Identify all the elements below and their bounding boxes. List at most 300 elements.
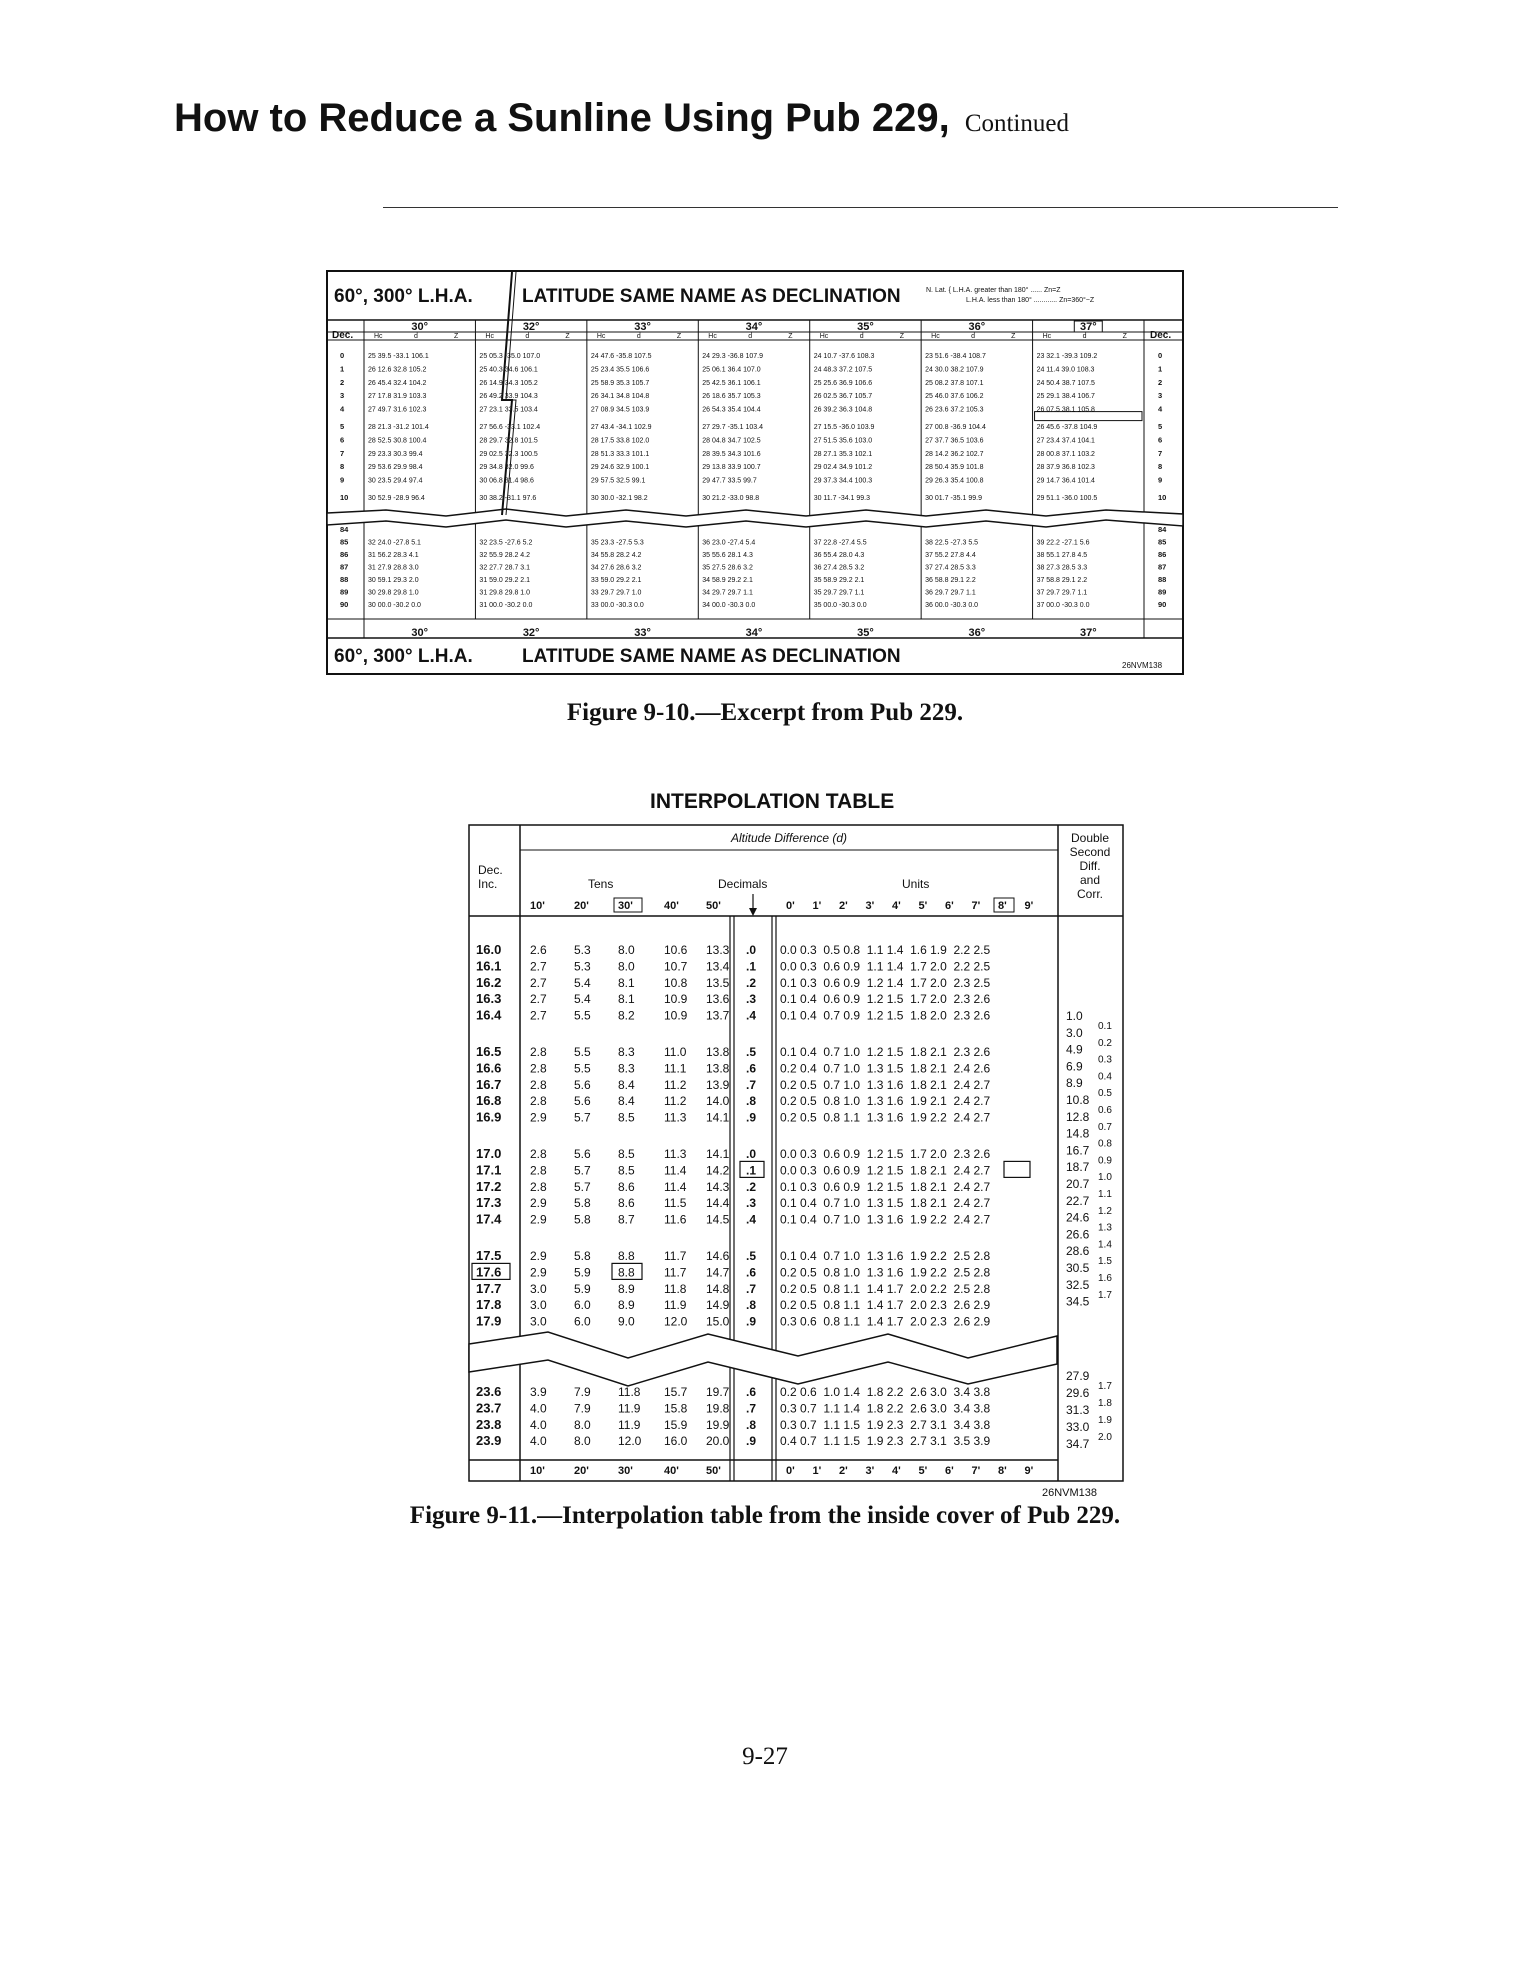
fig10-cell: 26 49.2 33.9 104.3 bbox=[479, 393, 538, 401]
fig11-dsd-corr: 1.4 bbox=[1098, 1239, 1112, 1251]
fig11-tens-value: 2.7 bbox=[530, 975, 547, 990]
fig11-tens-value: 2.9 bbox=[530, 1110, 547, 1125]
fig11-tens-value: 8.0 bbox=[574, 1417, 591, 1432]
fig10-cell: 25 58.9 35.3 105.7 bbox=[590, 379, 650, 387]
page-title-continued: Continued bbox=[964, 110, 1069, 137]
fig10-rule-2: L.H.A. less than 180° ............ Zn=360°−Z bbox=[966, 297, 1095, 304]
fig10-lat-footer: 33° bbox=[634, 627, 651, 639]
fig11-dec-value: 16.3 bbox=[476, 991, 502, 1007]
fig11-tens-value: 14.8 bbox=[706, 1281, 730, 1296]
fig10-cell: 34 58.9 29.2 2.1 bbox=[702, 577, 753, 584]
fig10-cell: 36 29.7 29.7 1.1 bbox=[925, 589, 976, 597]
interpolation-table-title: INTERPOLATION TABLE bbox=[650, 790, 895, 813]
fig11-tens-value: 8.9 bbox=[618, 1298, 635, 1313]
fig10-dec-bottom-right: 88 bbox=[1158, 575, 1167, 584]
fig11-units-col-bottom: 0' bbox=[786, 1465, 795, 1477]
fig10-cell: 35 55.6 28.1 4.3 bbox=[702, 552, 753, 559]
fig10-cell: 29 47.7 33.5 99.7 bbox=[702, 477, 757, 485]
figure-9-11-table bbox=[468, 824, 1124, 1499]
fig10-cell: 36 23.0 -27.4 5.4 bbox=[702, 539, 756, 547]
fig11-tens-value: 5.4 bbox=[574, 975, 591, 990]
fig11-dsd-bottom-corr: 2.0 bbox=[1098, 1432, 1112, 1443]
fig10-dec-top-right: 8 bbox=[1158, 462, 1163, 472]
fig10-cell: 26 02.5 36.7 105.7 bbox=[813, 393, 873, 401]
fig11-decimal-value: .3 bbox=[746, 992, 757, 1007]
fig11-dec-value: 17.8 bbox=[476, 1297, 502, 1313]
fig11-units-col-bottom: 4' bbox=[892, 1465, 901, 1477]
fig10-cell: 25 40.3 34.6 106.1 bbox=[479, 366, 538, 374]
fig10-cell: 26 39.2 36.3 104.8 bbox=[813, 406, 873, 414]
fig10-cell: 38 55.1 27.8 4.5 bbox=[1036, 552, 1088, 559]
fig11-dec-value: 23.8 bbox=[476, 1416, 502, 1432]
fig11-units-value: 0.2 0.5 0.8 1.0 1.3 1.6 1.9 2.2 2.5 2.8 bbox=[780, 1265, 991, 1280]
fig11-tens-value: 14.9 bbox=[706, 1298, 730, 1313]
fig11-tens-value: 3.9 bbox=[530, 1385, 547, 1399]
fig10-cell: 26 45.4 32.4 104.2 bbox=[368, 379, 427, 387]
fig10-cell: 35 00.0 -30.3 0.0 bbox=[813, 602, 867, 609]
fig11-dec-value: 16.6 bbox=[476, 1060, 502, 1076]
fig10-cell: 26 12.6 32.8 105.2 bbox=[368, 366, 427, 374]
fig11-tens-value: 15.7 bbox=[664, 1385, 688, 1399]
fig10-cell: 24 50.4 38.7 107.5 bbox=[1036, 379, 1095, 387]
fig10-dec-bottom-right: 89 bbox=[1158, 587, 1167, 597]
fig10-cell: 27 17.8 31.9 103.3 bbox=[368, 393, 427, 401]
fig11-decimal-value: .0 bbox=[746, 1147, 757, 1161]
fig11-tens-value: 11.9 bbox=[618, 1401, 641, 1416]
fig11-tens-value: 12.0 bbox=[664, 1314, 688, 1329]
fig10-cell: 27 23.1 33.5 103.4 bbox=[479, 406, 538, 414]
fig10-dec-top-right: 7 bbox=[1158, 448, 1163, 458]
fig11-tens-value: 5.8 bbox=[574, 1212, 591, 1227]
fig11-units-value: 0.1 0.4 0.7 1.0 1.2 1.5 1.8 2.1 2.3 2.6 bbox=[780, 1045, 991, 1059]
fig11-tens-value: 13.9 bbox=[706, 1077, 730, 1092]
fig11-decimal-value: .4 bbox=[746, 1212, 757, 1227]
fig11-dec-value: 17.3 bbox=[476, 1195, 502, 1211]
fig11-dec-value: 17.7 bbox=[476, 1280, 502, 1296]
fig10-dec-top-right: 10 bbox=[1158, 493, 1167, 502]
fig10-cell: 37 55.2 27.8 4.4 bbox=[925, 552, 976, 559]
fig11-tens-value: 10.9 bbox=[664, 992, 688, 1007]
fig10-dec-top: 10 bbox=[340, 493, 349, 502]
fig11-tens-value: 2.7 bbox=[530, 992, 547, 1007]
fig11-tens-value: 13.7 bbox=[706, 1008, 730, 1023]
fig11-tens-value: 8.3 bbox=[618, 1045, 635, 1059]
fig10-cell: 27 29.7 -35.1 103.4 bbox=[702, 424, 764, 431]
fig10-cell: 24 47.6 -35.8 107.5 bbox=[590, 353, 652, 360]
fig11-units-value: 0.1 0.3 0.6 0.9 1.2 1.5 1.8 2.1 2.4 2.7 bbox=[780, 1179, 991, 1194]
fig11-tens-value: 11.8 bbox=[618, 1385, 641, 1399]
fig11-tens-value: 11.7 bbox=[664, 1249, 687, 1263]
fig11-tens-col-bottom: 20' bbox=[574, 1465, 589, 1477]
fig11-tens-col: 40' bbox=[664, 900, 679, 912]
fig11-tens-value: 8.1 bbox=[618, 975, 635, 990]
fig11-tens-value: 5.8 bbox=[574, 1196, 591, 1211]
fig11-tens-value: 5.6 bbox=[574, 1147, 591, 1161]
fig11-tens-value: 5.5 bbox=[574, 1045, 591, 1059]
fig10-cell: 28 17.5 33.8 102.0 bbox=[590, 437, 650, 445]
fig10-cell: 28 29.7 32.8 101.5 bbox=[479, 437, 538, 445]
fig11-dsd-corr: 0.7 bbox=[1098, 1121, 1112, 1133]
fig11-units-value: 0.0 0.3 0.6 0.9 1.2 1.5 1.7 2.0 2.3 2.6 bbox=[780, 1147, 991, 1161]
fig11-tens-value: 8.8 bbox=[618, 1265, 635, 1280]
fig11-dsd-corr: 1.7 bbox=[1098, 1289, 1112, 1301]
fig11-units-value: 0.3 0.6 0.8 1.1 1.4 1.7 2.0 2.3 2.6 2.9 bbox=[780, 1314, 991, 1329]
fig11-tens-col-bottom: 10' bbox=[530, 1465, 545, 1477]
fig11-tens-value: 8.0 bbox=[574, 1434, 591, 1449]
fig11-tens-value: 11.6 bbox=[664, 1212, 687, 1227]
fig11-tens-value: 13.4 bbox=[706, 959, 730, 974]
fig11-units-col: 4' bbox=[892, 900, 901, 912]
fig11-decimal-value: .2 bbox=[746, 975, 757, 990]
fig11-tens-value: 19.7 bbox=[706, 1385, 730, 1399]
fig11-units-value: 0.3 0.7 1.1 1.4 1.8 2.2 2.6 3.0 3.4 3.8 bbox=[780, 1401, 991, 1416]
fig10-cell: 25 06.1 36.4 107.0 bbox=[702, 366, 761, 374]
fig11-dec-value: 17.1 bbox=[476, 1162, 502, 1178]
fig11-units-col-bottom: 6' bbox=[945, 1465, 954, 1477]
fig11-dec-value: 23.9 bbox=[476, 1433, 502, 1449]
fig11-tens-value: 3.0 bbox=[530, 1298, 547, 1313]
fig11-dsd-corr: 1.3 bbox=[1098, 1222, 1112, 1234]
fig11-units-value: 0.0 0.3 0.6 0.9 1.2 1.5 1.8 2.1 2.4 2.7 bbox=[780, 1163, 991, 1178]
fig11-dsd-label: and bbox=[1079, 873, 1101, 887]
fig11-tens-value: 5.9 bbox=[574, 1265, 591, 1280]
fig11-tens-value: 8.7 bbox=[618, 1212, 635, 1227]
fig11-dsd-corr: 0.8 bbox=[1098, 1138, 1112, 1150]
fig10-cell: 31 27.9 28.8 3.0 bbox=[368, 564, 419, 572]
fig11-tens-value: 8.5 bbox=[618, 1147, 635, 1161]
fig10-cell: 34 00.0 -30.3 0.0 bbox=[702, 602, 756, 609]
fig11-dec-value: 23.7 bbox=[476, 1400, 502, 1416]
fig11-decimal-value: .6 bbox=[746, 1385, 757, 1399]
fig11-tens-value: 13.8 bbox=[706, 1045, 730, 1059]
fig10-footer-left: 60°, 300° L.H.A. bbox=[334, 646, 473, 667]
fig11-tens-value: 2.7 bbox=[530, 959, 547, 974]
fig10-cell: 34 27.6 28.6 3.2 bbox=[590, 564, 642, 572]
fig11-tens-value: 5.6 bbox=[574, 1077, 591, 1092]
fig10-cell: 28 50.4 35.9 101.8 bbox=[925, 464, 984, 472]
fig11-tens-value: 3.0 bbox=[530, 1314, 547, 1329]
fig10-cell: 27 15.5 -36.0 103.9 bbox=[813, 424, 875, 431]
fig11-tens-value: 8.6 bbox=[618, 1179, 635, 1194]
fig11-dsd-corr: 1.6 bbox=[1098, 1273, 1112, 1284]
fig11-tens-value: 2.9 bbox=[530, 1249, 547, 1263]
fig11-tens-value: 8.5 bbox=[618, 1110, 635, 1125]
fig11-tens-value: 8.0 bbox=[618, 943, 635, 957]
fig11-dsd-value: 4.9 bbox=[1066, 1042, 1083, 1057]
fig11-tens-value: 5.7 bbox=[574, 1179, 591, 1194]
fig11-units-value: 0.1 0.4 0.7 1.0 1.3 1.6 1.9 2.2 2.5 2.8 bbox=[780, 1249, 991, 1263]
fig11-decimal-value: .7 bbox=[746, 1281, 757, 1296]
fig10-dec-bottom: 87 bbox=[340, 562, 349, 572]
fig10-subheader: d bbox=[636, 333, 641, 340]
fig10-lat-header: 35° bbox=[857, 321, 874, 333]
fig11-decimal-value: .9 bbox=[746, 1314, 757, 1329]
fig11-tens-value: 8.2 bbox=[618, 1008, 635, 1023]
fig11-dsd-corr: 0.3 bbox=[1098, 1054, 1112, 1066]
fig10-dec-top-right: 5 bbox=[1158, 422, 1163, 431]
fig11-tens-col-bottom: 50' bbox=[706, 1465, 721, 1477]
fig11-dsd-value: 30.5 bbox=[1066, 1261, 1090, 1275]
fig10-cell: 30 29.8 29.8 1.0 bbox=[368, 589, 419, 597]
fig10-subheader: d bbox=[525, 333, 530, 340]
fig11-decimal-value: .5 bbox=[746, 1045, 757, 1059]
fig10-cell: 39 22.2 -27.1 5.6 bbox=[1036, 539, 1090, 547]
fig10-subheader: d bbox=[859, 333, 864, 340]
fig11-decimal-value: .1 bbox=[746, 959, 757, 974]
fig11-dsd-value: 18.7 bbox=[1066, 1160, 1090, 1175]
fig11-dec-value: 16.7 bbox=[476, 1076, 502, 1092]
fig11-decimal-value: .6 bbox=[746, 1265, 757, 1280]
fig11-dsd-value: 1.0 bbox=[1066, 1009, 1083, 1023]
fig10-cell: 34 55.8 28.2 4.2 bbox=[590, 552, 642, 559]
fig11-dsd-value: 12.8 bbox=[1066, 1109, 1090, 1124]
fig11-tens-value: 11.3 bbox=[664, 1147, 687, 1161]
fig10-header-left: 60°, 300° L.H.A. bbox=[334, 286, 473, 307]
fig10-cell: 32 55.9 28.2 4.2 bbox=[479, 552, 531, 559]
fig10-cell: 28 21.3 -31.2 101.4 bbox=[368, 424, 429, 431]
fig10-cell: 37 58.8 29.1 2.2 bbox=[1036, 577, 1088, 584]
fig11-decimal-value: .1 bbox=[746, 1163, 757, 1178]
fig11-units-value: 0.1 0.4 0.7 1.0 1.3 1.6 1.9 2.2 2.4 2.7 bbox=[780, 1212, 991, 1227]
fig11-dec-value: 17.6 bbox=[476, 1264, 502, 1280]
fig10-subheader: Hc bbox=[931, 333, 940, 340]
fig11-tens-value: 5.8 bbox=[574, 1249, 591, 1263]
page-number: 9-27 bbox=[742, 1743, 788, 1770]
fig11-units-value: 0.1 0.4 0.7 1.0 1.3 1.5 1.8 2.1 2.4 2.7 bbox=[780, 1196, 991, 1211]
fig11-dsd-label: Diff. bbox=[1079, 859, 1101, 873]
fig10-subheader: Z bbox=[788, 333, 793, 340]
fig11-tens-value: 14.4 bbox=[706, 1196, 730, 1211]
fig10-cell: 30 38.2 -31.1 97.6 bbox=[479, 495, 537, 502]
fig11-tens-value: 14.0 bbox=[706, 1094, 730, 1109]
fig11-tens-value: 16.0 bbox=[664, 1434, 688, 1449]
fig11-tens-value: 14.2 bbox=[706, 1163, 730, 1178]
fig10-cell: 28 37.9 36.8 102.3 bbox=[1036, 464, 1095, 472]
fig10-cell: 29 02.4 34.9 101.2 bbox=[813, 464, 873, 472]
fig10-cell: 29 26.3 35.4 100.8 bbox=[925, 477, 984, 485]
fig11-tens-value: 5.9 bbox=[574, 1281, 591, 1296]
fig11-tens-value: 10.6 bbox=[664, 943, 688, 957]
fig10-lat-footer: 30° bbox=[411, 627, 429, 639]
fig10-cell: 29 37.3 34.4 100.3 bbox=[813, 477, 873, 485]
fig11-tens-value: 15.9 bbox=[664, 1417, 688, 1432]
fig11-units-col: 7' bbox=[971, 900, 981, 912]
fig10-cell: 28 14.2 36.2 102.7 bbox=[925, 450, 984, 458]
fig11-inc-label: Inc. bbox=[478, 877, 498, 891]
fig10-dec-top-right: 1 bbox=[1158, 364, 1163, 374]
fig11-code: 26NVM138 bbox=[1042, 1487, 1098, 1499]
fig10-cell: 30 21.2 -33.0 98.8 bbox=[702, 495, 760, 502]
fig11-tens-value: 11.1 bbox=[664, 1061, 687, 1076]
fig10-cell: 38 27.3 28.5 3.3 bbox=[1036, 564, 1088, 572]
fig11-tens-value: 13.8 bbox=[706, 1061, 730, 1076]
fig10-cell: 35 58.9 29.2 2.1 bbox=[813, 577, 865, 584]
fig10-dec-bottom-right: 90 bbox=[1158, 600, 1167, 609]
fig11-decimal-value: .8 bbox=[746, 1417, 757, 1432]
fig11-tens-value: 13.6 bbox=[706, 992, 730, 1007]
fig11-tens-value: 2.9 bbox=[530, 1265, 547, 1280]
fig11-dsd-value: 24.6 bbox=[1066, 1210, 1090, 1225]
fig11-tens-value: 12.0 bbox=[618, 1434, 642, 1449]
fig11-tens-value: 8.1 bbox=[618, 992, 635, 1007]
fig10-cell: 25 46.0 37.6 106.2 bbox=[925, 393, 984, 401]
fig11-dec-value: 16.5 bbox=[476, 1044, 502, 1059]
fig10-dec-top: 6 bbox=[340, 435, 345, 445]
fig11-units-col: 2' bbox=[839, 900, 848, 912]
fig11-tens-value: 5.3 bbox=[574, 943, 591, 957]
fig10-dec-top: 9 bbox=[340, 475, 345, 485]
fig11-tens-value: 2.9 bbox=[530, 1212, 547, 1227]
fig11-tens-col: 30' bbox=[618, 900, 633, 912]
fig11-tens-value: 5.4 bbox=[574, 992, 591, 1007]
fig10-cell: 31 59.0 29.2 2.1 bbox=[479, 577, 531, 584]
fig10-cell: 30 06.8 31.4 98.6 bbox=[479, 477, 534, 485]
fig10-cell: 24 10.7 -37.6 108.3 bbox=[813, 353, 875, 360]
fig10-subheader: Hc bbox=[596, 333, 606, 340]
fig11-tens-value: 20.0 bbox=[706, 1434, 730, 1449]
fig10-cell: 27 08.9 34.5 103.9 bbox=[590, 406, 650, 414]
fig10-cell: 26 45.6 -37.8 104.9 bbox=[1036, 424, 1098, 431]
fig11-alt-diff: Altitude Difference (d) bbox=[730, 831, 848, 845]
fig10-cell: 36 58.8 29.1 2.2 bbox=[925, 577, 976, 584]
fig10-cell: 37 00.0 -30.3 0.0 bbox=[1036, 602, 1090, 609]
fig11-tens-value: 8.5 bbox=[618, 1163, 635, 1178]
fig11-dsd-value: 26.6 bbox=[1066, 1227, 1090, 1242]
fig10-cell: 37 29.7 29.7 1.1 bbox=[1036, 589, 1088, 597]
fig10-cell: 25 39.5 -33.1 106.1 bbox=[368, 353, 429, 360]
fig11-units-value: 0.2 0.5 0.8 1.1 1.4 1.7 2.0 2.3 2.6 2.9 bbox=[780, 1298, 991, 1313]
fig11-tens-value: 8.4 bbox=[618, 1077, 635, 1092]
fig11-tens-value: 2.8 bbox=[530, 1094, 547, 1109]
fig11-units-value: 0.2 0.5 0.7 1.0 1.3 1.6 1.8 2.1 2.4 2.7 bbox=[780, 1077, 991, 1092]
fig10-cell: 31 29.8 29.8 1.0 bbox=[479, 589, 531, 597]
fig10-cell: 30 23.5 29.4 97.4 bbox=[368, 477, 423, 485]
fig10-cell: 28 00.8 37.1 103.2 bbox=[1036, 450, 1095, 458]
fig10-cell: 29 23.3 30.3 99.4 bbox=[368, 450, 423, 458]
fig10-dec-top: 0 bbox=[340, 351, 345, 360]
fig11-units-value: 0.2 0.5 0.8 1.0 1.3 1.6 1.9 2.1 2.4 2.7 bbox=[780, 1094, 991, 1109]
fig11-tens-value: 8.3 bbox=[618, 1061, 635, 1076]
fig11-dsd-value: 3.0 bbox=[1066, 1025, 1083, 1040]
fig10-cell: 27 00.8 -36.9 104.4 bbox=[925, 424, 986, 431]
fig11-tens-value: 14.1 bbox=[706, 1147, 730, 1161]
fig11-tens-value: 14.1 bbox=[706, 1110, 730, 1125]
fig11-dsd-value: 10.8 bbox=[1066, 1093, 1090, 1107]
fig11-dec-value: 17.9 bbox=[476, 1313, 502, 1329]
fig11-decimal-value: .8 bbox=[746, 1094, 757, 1109]
fig11-dsd-bottom-corr: 1.7 bbox=[1098, 1381, 1112, 1392]
fig11-decimal-value: .9 bbox=[746, 1110, 757, 1125]
fig11-tens-value: 4.0 bbox=[530, 1434, 547, 1449]
page-title bbox=[174, 96, 1069, 141]
fig11-dsd-value: 28.6 bbox=[1066, 1244, 1090, 1259]
fig11-dsd-value: 14.8 bbox=[1066, 1126, 1090, 1141]
fig11-tens-col-bottom: 40' bbox=[664, 1465, 679, 1477]
fig11-units-value: 0.1 0.3 0.6 0.9 1.2 1.4 1.7 2.0 2.3 2.5 bbox=[780, 975, 991, 990]
fig11-tens-value: 15.8 bbox=[664, 1401, 688, 1416]
fig11-units-col: 9' bbox=[1024, 900, 1034, 912]
fig10-cell: 26 34.1 34.8 104.8 bbox=[590, 393, 650, 401]
fig10-cell: 26 23.6 37.2 105.3 bbox=[925, 406, 984, 414]
fig10-subheader: d bbox=[414, 333, 418, 340]
fig10-cell: 24 30.0 38.2 107.9 bbox=[925, 366, 984, 374]
fig11-dsd-bottom-value: 34.7 bbox=[1066, 1437, 1090, 1451]
fig10-cell: 34 29.7 29.7 1.1 bbox=[702, 589, 753, 597]
fig11-decimal-value: .2 bbox=[746, 1179, 757, 1194]
fig11-dec-value: 17.4 bbox=[476, 1211, 502, 1227]
fig10-cell: 28 39.5 34.3 101.6 bbox=[702, 450, 761, 458]
fig11-tens-value: 2.8 bbox=[530, 1045, 547, 1059]
figure-9-10-caption: Figure 9-10.—Excerpt from Pub 229. bbox=[566, 699, 964, 726]
fig11-tens-value: 11.4 bbox=[664, 1179, 687, 1194]
fig11-dec-value: 17.2 bbox=[476, 1178, 502, 1194]
fig11-dsd-corr: 1.2 bbox=[1098, 1205, 1112, 1217]
fig11-tens-value: 6.0 bbox=[574, 1314, 591, 1329]
fig10-dec-bottom: 85 bbox=[340, 537, 349, 547]
fig10-cell: 32 27.7 28.7 3.1 bbox=[479, 564, 531, 572]
fig11-tens-value: 10.8 bbox=[664, 975, 688, 990]
fig11-dec-value: 17.0 bbox=[476, 1146, 502, 1161]
fig10-cell: 25 29.1 38.4 106.7 bbox=[1036, 393, 1095, 401]
fig11-dsd-label: Second bbox=[1069, 845, 1111, 859]
fig11-dsd-label: Double bbox=[1070, 831, 1110, 845]
fig11-dsd-label: Corr. bbox=[1076, 887, 1104, 901]
fig11-dec-value: 16.8 bbox=[476, 1093, 502, 1109]
fig10-dec-bottom: 89 bbox=[340, 587, 349, 597]
fig11-tens-value: 5.5 bbox=[574, 1061, 591, 1076]
fig11-units-col: 3' bbox=[865, 900, 875, 912]
fig11-tens-value: 8.0 bbox=[618, 959, 635, 974]
fig10-cell: 23 32.1 -39.3 109.2 bbox=[1036, 353, 1098, 360]
fig11-tens-value: 5.7 bbox=[574, 1163, 591, 1178]
fig10-dec-top: 1 bbox=[340, 364, 345, 374]
fig10-dec-top: 4 bbox=[340, 404, 345, 414]
fig11-tens-value: 4.0 bbox=[530, 1401, 547, 1416]
fig11-dsd-value: 8.9 bbox=[1066, 1076, 1083, 1091]
fig10-cell: 24 48.3 37.2 107.5 bbox=[813, 366, 873, 374]
fig11-tens-value: 10.7 bbox=[664, 959, 688, 974]
fig10-subheader: Z bbox=[1122, 333, 1127, 340]
fig10-lat-header: 37° bbox=[1079, 321, 1097, 333]
fig11-decimal-value: .8 bbox=[746, 1298, 757, 1313]
fig10-cell: 25 05.3 -35.0 107.0 bbox=[479, 353, 541, 360]
fig11-decimal-value: .4 bbox=[746, 1008, 757, 1023]
fig10-cell: 24 11.4 39.0 108.3 bbox=[1036, 366, 1095, 374]
fig11-tens-value: 8.6 bbox=[618, 1196, 635, 1211]
fig10-cell: 32 24.0 -27.8 5.1 bbox=[368, 539, 421, 547]
fig10-cell: 35 27.5 28.6 3.2 bbox=[702, 564, 753, 572]
fig10-dec-bottom: 84 bbox=[340, 525, 349, 534]
fig10-cell: 30 00.0 -30.2 0.0 bbox=[368, 602, 421, 609]
fig10-cell: 30 52.9 -28.9 96.4 bbox=[368, 495, 425, 502]
fig11-decimal-value: .6 bbox=[746, 1061, 757, 1076]
fig10-cell: 29 13.8 33.9 100.7 bbox=[702, 464, 761, 472]
fig10-dec-top-right: 2 bbox=[1158, 377, 1163, 387]
fig10-cell: 27 37.7 36.5 103.6 bbox=[925, 437, 984, 445]
fig10-lat-footer: 37° bbox=[1079, 627, 1097, 639]
fig10-dec-bottom-right: 85 bbox=[1158, 537, 1167, 547]
fig11-units-value: 0.0 0.3 0.5 0.8 1.1 1.4 1.6 1.9 2.2 2.5 bbox=[780, 943, 991, 957]
fig10-subheader: Z bbox=[899, 333, 904, 340]
fig11-dsd-value: 34.5 bbox=[1066, 1294, 1090, 1309]
fig11-dsd-value: 22.7 bbox=[1066, 1193, 1090, 1208]
fig11-units-value: 0.0 0.3 0.6 0.9 1.1 1.4 1.7 2.0 2.2 2.5 bbox=[780, 959, 991, 974]
fig11-tens-value: 5.6 bbox=[574, 1094, 591, 1109]
fig11-units-value: 0.2 0.4 0.7 1.0 1.3 1.5 1.8 2.1 2.4 2.6 bbox=[780, 1061, 991, 1076]
figure-9-10-table bbox=[326, 270, 1184, 675]
fig11-body bbox=[469, 825, 1123, 1499]
fig10-lat-footer: 35° bbox=[857, 627, 874, 639]
